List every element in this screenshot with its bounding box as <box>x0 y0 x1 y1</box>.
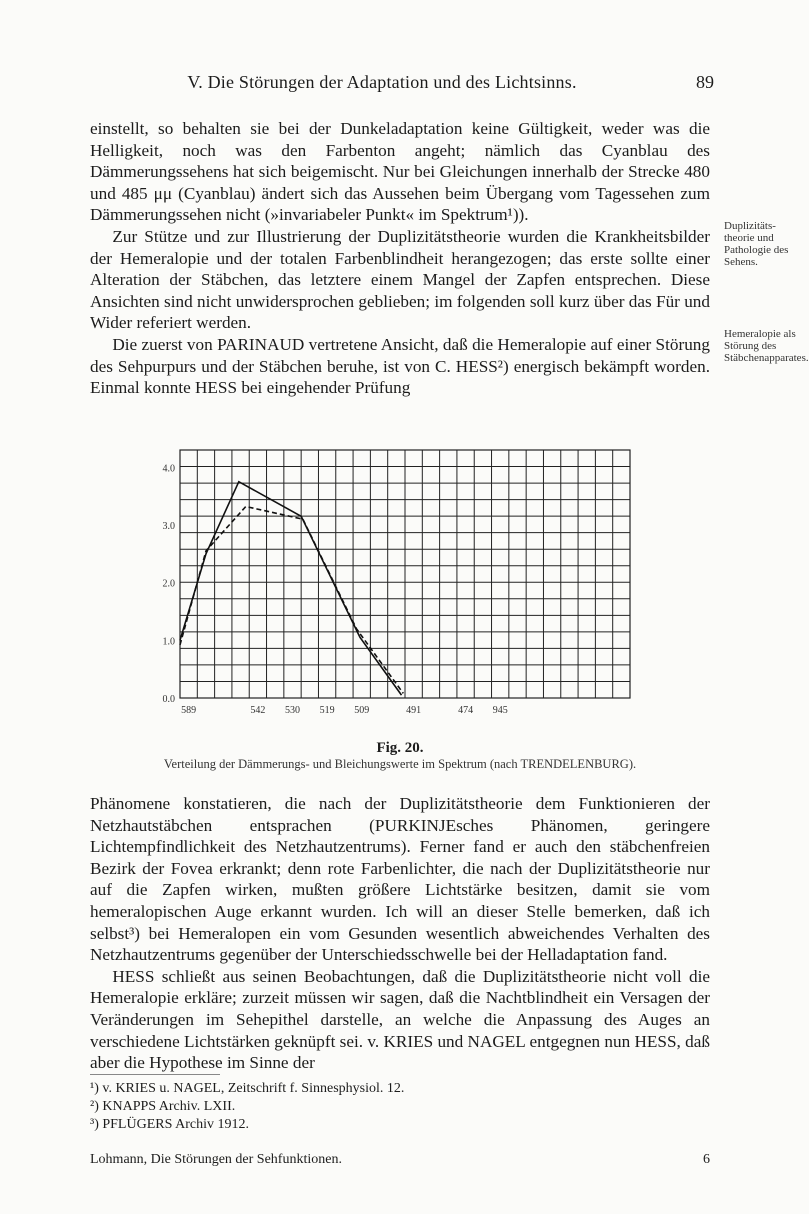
page-number: 89 <box>696 72 714 92</box>
figure-label: Fig. 20. <box>376 740 424 756</box>
chart-series <box>180 482 403 695</box>
x-tick-label: 474 <box>458 705 474 716</box>
margin-note: Hemeralopie als Störung des Stäbchenapparates. <box>724 328 809 364</box>
running-title: V. Die Störungen der Adaptation und des Lichtsinns. <box>187 72 577 92</box>
y-tick-labels <box>163 463 176 705</box>
footer-book-title: Lohmann, Die Störungen der Sehfunktionen. <box>90 1152 342 1167</box>
running-header <box>90 72 714 102</box>
margin-note: Duplizitäts-theorie und Pathologie des Sehens. <box>724 220 789 268</box>
y-tick-label: 2.0 <box>162 578 175 590</box>
paragraph: Phänomene konstatieren, die nach der Duplizitätstheorie dem Funktionieren der Netzhautstäbchen entsprachen (PURKINJEsches Phänomen, geringere Lichtempfindlichkeit des Netzhautzentrums). Ferner fand er auch den stäbchenfreien Bezirk der Fovea erkrankt; denn rote Farbenlichter, die nach der Duplizitätstheorie nur auf die Zapfen wirken, mußten größere Lichtstärke besitzen, damit sie vom hemeralopischen Auge erkannt wurden. Ich will an dieser Stelle bemerken, daß ich selbst³) bei Hemeralopen ein vom Gesunden wesentlich abweichendes Verhalten des Netzhautzentrums gegenüber der Unterschiedsschwelle bei der Helladaptation fand. <box>90 794 710 965</box>
text-block-bottom <box>90 793 710 1074</box>
y-tick-label: 1.0 <box>162 636 175 648</box>
x-tick-label: 491 <box>406 705 422 716</box>
x-tick-label: 945 <box>492 705 508 716</box>
text-block-top <box>90 118 710 399</box>
page-footer <box>90 1152 710 1168</box>
paragraph: einstellt, so behalten sie bei der Dunkeladaptation keine Gültigkeit, weder was die Helligkeit, noch was den Farbenton angeht; nämlich das Cyanblau des Dämmerungssehens hat sich beigemischt. Nur bei Gleichungen innerhalb der Strecke 480 und 485 μμ (Cyanblau) ändert sich das Aussehen beim Übergang vom Tagessehen zum Dämmerungssehen nicht (»invariabeler Punkt« im Spektrum¹)). <box>90 119 710 225</box>
paragraph: Die zuerst von PARINAUD vertretene Ansicht, daß die Hemeralopie auf einer Störung des Sehpurpurs und der Stäbchen beruhe, ist von C. HESS²) energisch bekämpft worden. Einmal konnte HESS bei eingehender Prüfung <box>90 334 710 398</box>
y-tick-label: 4.0 <box>162 463 175 475</box>
paragraph: HESS schließt aus seinen Beobachtungen, daß die Duplizitätstheorie nicht voll die Hemeralopie erkläre; zurzeit müssen wir sagen, daß die Nachtblindheit ein Versagen der Veränderungen im Sehepithel darstelle, an welche die Anpassung des Auges an verschiedene Lichtstärken geknüpft sei. v. KRIES und NAGEL entgegnen nun HESS, daß aber die Hypothese im Sinne der <box>90 966 710 1073</box>
x-tick-label: 589 <box>181 705 197 716</box>
footnote: ¹) v. KRIES u. NAGEL, Zeitschrift f. Sinnesphysiol. 12. <box>90 1081 405 1096</box>
x-tick-label: 509 <box>354 705 370 716</box>
y-tick-label: 0.0 <box>162 694 175 705</box>
footnotes <box>90 1080 710 1134</box>
footnote-rule <box>90 1074 220 1075</box>
figure-caption <box>90 740 710 771</box>
series-line <box>180 482 402 695</box>
figure-caption-text: Verteilung der Dämmerungs- und Bleichungswerte im Spektrum (nach TRENDELENBURG). <box>163 757 637 771</box>
x-tick-label: 530 <box>285 705 300 716</box>
y-tick-label: 3.0 <box>162 520 175 532</box>
x-tick-label: 519 <box>319 705 335 716</box>
footnote: ²) KNAPPS Archiv. LXII. <box>90 1099 236 1114</box>
x-tick-labels <box>181 705 508 716</box>
footnote: ³) PFLÜGERS Archiv 1912. <box>90 1117 249 1132</box>
signature-mark: 6 <box>703 1152 710 1167</box>
paragraph: Zur Stütze und zur Illustrierung der Duplizitätstheorie wurden die Krankheitsbilder der Hemeralopie und der totalen Farbenblindheit herangezogen; das erste sollte einer Alteration der Stäbchen, das letztere einem Mangel der Zapfen entsprechen. Diese Ansichten sind nicht unwidersprochen geblieben; im folgenden soll kurz über das Für und Wider referiert werden. <box>90 226 710 333</box>
x-tick-label: 542 <box>250 705 266 716</box>
spectrum-chart <box>150 445 650 735</box>
